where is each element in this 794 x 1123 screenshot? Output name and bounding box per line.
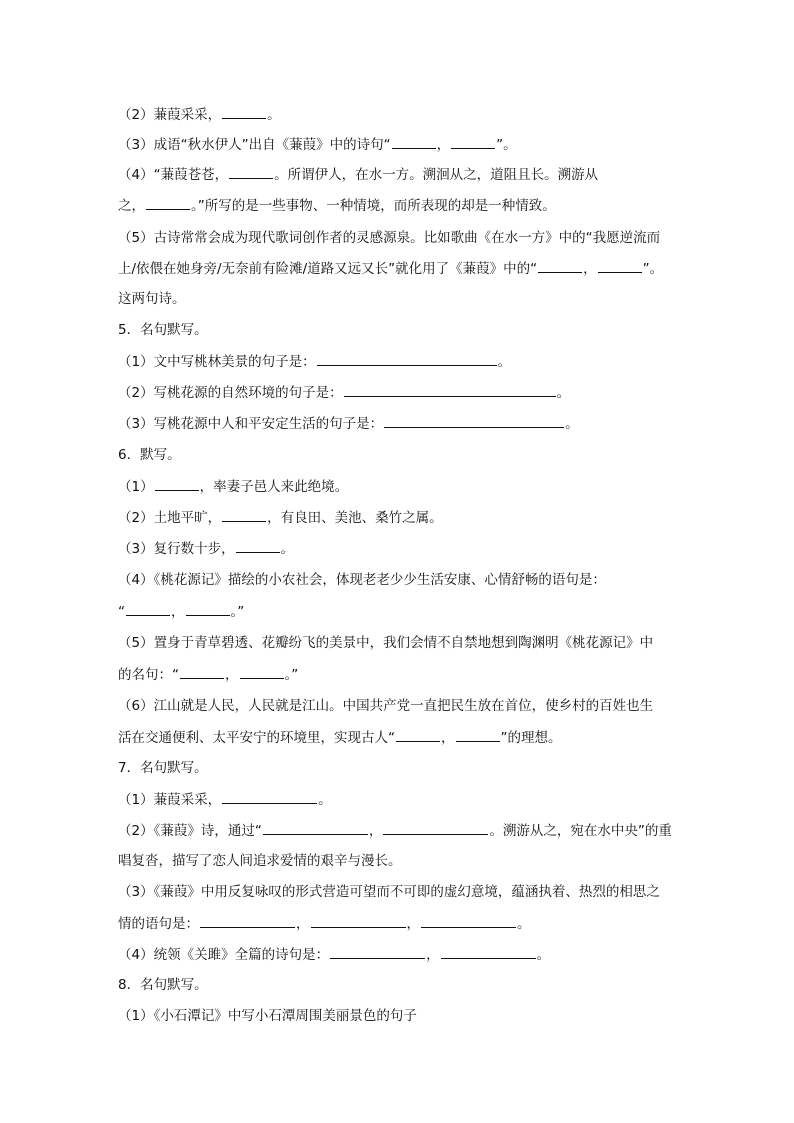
answer-blank[interactable]: [456, 727, 500, 742]
text: （1）《小石潭记》中写小石潭周围美丽景色的句子: [118, 1008, 417, 1024]
text: （4）“蒹葭苍苍，: [118, 167, 229, 183]
text: 。: [280, 541, 295, 557]
text: （2）《蒹葭》诗，通过“: [118, 823, 262, 839]
text: 活在交通便利、太平安宁的环境里，实现古人“: [118, 730, 395, 746]
answer-blank[interactable]: [200, 913, 295, 928]
q4-item-5-line2: [118, 258, 684, 279]
text: 唱复沓，描写了恋人间追求爱情的艰辛与漫长。: [118, 853, 402, 869]
answer-blank[interactable]: [538, 258, 582, 273]
q6-item-4-line1: [118, 570, 684, 590]
q4-item-3: [118, 134, 684, 155]
q6-item-3: [118, 538, 684, 559]
answer-blank[interactable]: [180, 664, 224, 679]
text: （3）《蒹葭》中用反复咏叹的形式营造可望而不可即的虚幻意境，蕴涵执着、热烈的相思之: [118, 884, 660, 900]
q7-item-4: [118, 944, 684, 965]
q4-item-5-line3: [118, 289, 684, 309]
text: ”。: [496, 137, 517, 153]
text: 的名句：“: [118, 667, 179, 683]
text: 。: [497, 354, 512, 370]
answer-blank[interactable]: [311, 913, 406, 928]
q6-item-1: [118, 476, 684, 497]
text: （3）复行数十步，: [118, 541, 235, 557]
text: 。”所写的是一些事物、一种情境，而所表现的却是一种情致。: [191, 198, 556, 214]
answer-blank[interactable]: [384, 413, 564, 428]
text: ，: [406, 916, 420, 932]
answer-blank[interactable]: [126, 601, 170, 616]
text: “: [118, 604, 125, 620]
q6-item-5-line1: [118, 633, 684, 653]
q6-item-6-line1: [118, 696, 684, 716]
text: （5）古诗常常会成为现代歌词创作者的灵感源泉。比如歌曲《在水一方》中的“我愿逆流而: [118, 230, 661, 246]
q5-item-2: [118, 382, 684, 403]
answer-blank[interactable]: [222, 789, 317, 804]
text: 。: [318, 792, 332, 808]
text: 。所谓伊人，在水一方。溯洄从之，道阻且长。溯游从: [274, 167, 599, 183]
q7-item-2-line2: [118, 851, 684, 871]
text: ，: [441, 730, 455, 746]
question-6-title: [118, 445, 684, 465]
text: ”。: [642, 261, 664, 277]
answer-blank[interactable]: [396, 727, 440, 742]
text: 。: [517, 916, 531, 932]
answer-blank[interactable]: [330, 944, 425, 959]
text: 。: [565, 416, 579, 432]
q8-item-1: [118, 1006, 684, 1026]
q4-item-4-line2: [118, 195, 684, 216]
text: （1）: [118, 479, 154, 495]
text: （4）《桃花源记》描绘的小农社会，体现老老少少生活安康、心情舒畅的语句是：: [118, 572, 606, 588]
answer-blank[interactable]: [186, 601, 230, 616]
text: ，: [171, 604, 185, 620]
text: 6．默写。: [118, 447, 181, 463]
text: 8．名句默写。: [118, 977, 208, 993]
answer-blank[interactable]: [222, 104, 266, 119]
q7-item-1: [118, 789, 684, 810]
q5-item-1: [118, 351, 684, 372]
text: （6）江山就是人民，人民就是江山。中国共产党一直把民生放在首位，使乡村的百姓也生: [118, 698, 654, 714]
answer-blank[interactable]: [155, 476, 199, 491]
q4-item-2: [118, 104, 684, 125]
q6-item-6-line2: [118, 727, 684, 748]
text: 7．名句默写。: [118, 760, 208, 776]
text: ，: [225, 667, 239, 683]
q7-item-3-line2: [118, 913, 684, 934]
question-8-title: [118, 975, 684, 995]
answer-blank[interactable]: [263, 820, 368, 835]
q4-item-5-line1: [118, 228, 684, 248]
text: 这两句诗。: [118, 291, 186, 307]
q6-item-2: [118, 507, 684, 528]
answer-blank[interactable]: [383, 820, 488, 835]
answer-blank[interactable]: [222, 507, 266, 522]
text: ，率妻子邑人来此绝境。: [199, 479, 349, 495]
text: 之，: [118, 198, 145, 214]
text: （1）文中写桃林美景的句子是：: [118, 354, 316, 370]
answer-blank[interactable]: [598, 258, 642, 273]
q6-item-4-line2: [118, 601, 684, 622]
q6-item-5-line2: [118, 664, 684, 685]
text: （4）统领《关雎》全篇的诗句是：: [118, 947, 330, 963]
answer-blank[interactable]: [146, 195, 190, 210]
answer-blank[interactable]: [344, 382, 556, 397]
answer-blank[interactable]: [229, 164, 273, 179]
text: （5）置身于青草碧透、花瓣纷飞的美景中，我们会情不自禁地想到陶渊明《桃花源记》中: [118, 635, 654, 651]
text: 情的语句是：: [118, 916, 199, 932]
answer-blank[interactable]: [441, 944, 536, 959]
text: 。”: [230, 604, 245, 620]
text: 。溯游从之，宛在水中央”的重: [489, 823, 672, 839]
answer-blank[interactable]: [421, 913, 516, 928]
answer-blank[interactable]: [451, 134, 495, 149]
q5-item-3: [118, 413, 684, 434]
answer-blank[interactable]: [392, 134, 436, 149]
answer-blank[interactable]: [236, 538, 280, 553]
text: ，: [436, 137, 451, 153]
text: 。”: [284, 667, 299, 683]
q4-item-4-line1: [118, 164, 684, 185]
text: ，: [426, 947, 440, 963]
question-5-title: [118, 320, 684, 340]
question-7-title: [118, 758, 684, 778]
text: （2）写桃花源的自然环境的句子是：: [118, 385, 343, 401]
text: ，: [296, 916, 310, 932]
answer-blank[interactable]: [240, 664, 284, 679]
text: 。: [556, 385, 571, 401]
text: ，: [583, 261, 597, 277]
text: 5．名句默写。: [118, 322, 208, 338]
text: ”的理想。: [500, 730, 562, 746]
text: （1）蒹葭采采，: [118, 792, 222, 808]
text: ，: [368, 823, 383, 839]
text: ，有良田、美池、桑竹之属。: [267, 510, 443, 526]
text: （2）土地平旷，: [118, 510, 222, 526]
text: 。: [536, 947, 551, 963]
text: （3）成语“秋水伊人”出自《蒹葭》中的诗句“: [118, 137, 391, 153]
text: 。: [267, 107, 281, 123]
text: （2）蒹葭采采，: [118, 107, 222, 123]
text: 上/依偎在她身旁/无奈前有险滩/道路又远又长”就化用了《蒹葭》中的“: [118, 261, 538, 277]
text: （3）写桃花源中人和平安定生活的句子是：: [118, 416, 384, 432]
q7-item-3-line1: [118, 882, 684, 902]
answer-blank[interactable]: [317, 351, 497, 366]
q7-item-2-line1: [118, 820, 684, 841]
